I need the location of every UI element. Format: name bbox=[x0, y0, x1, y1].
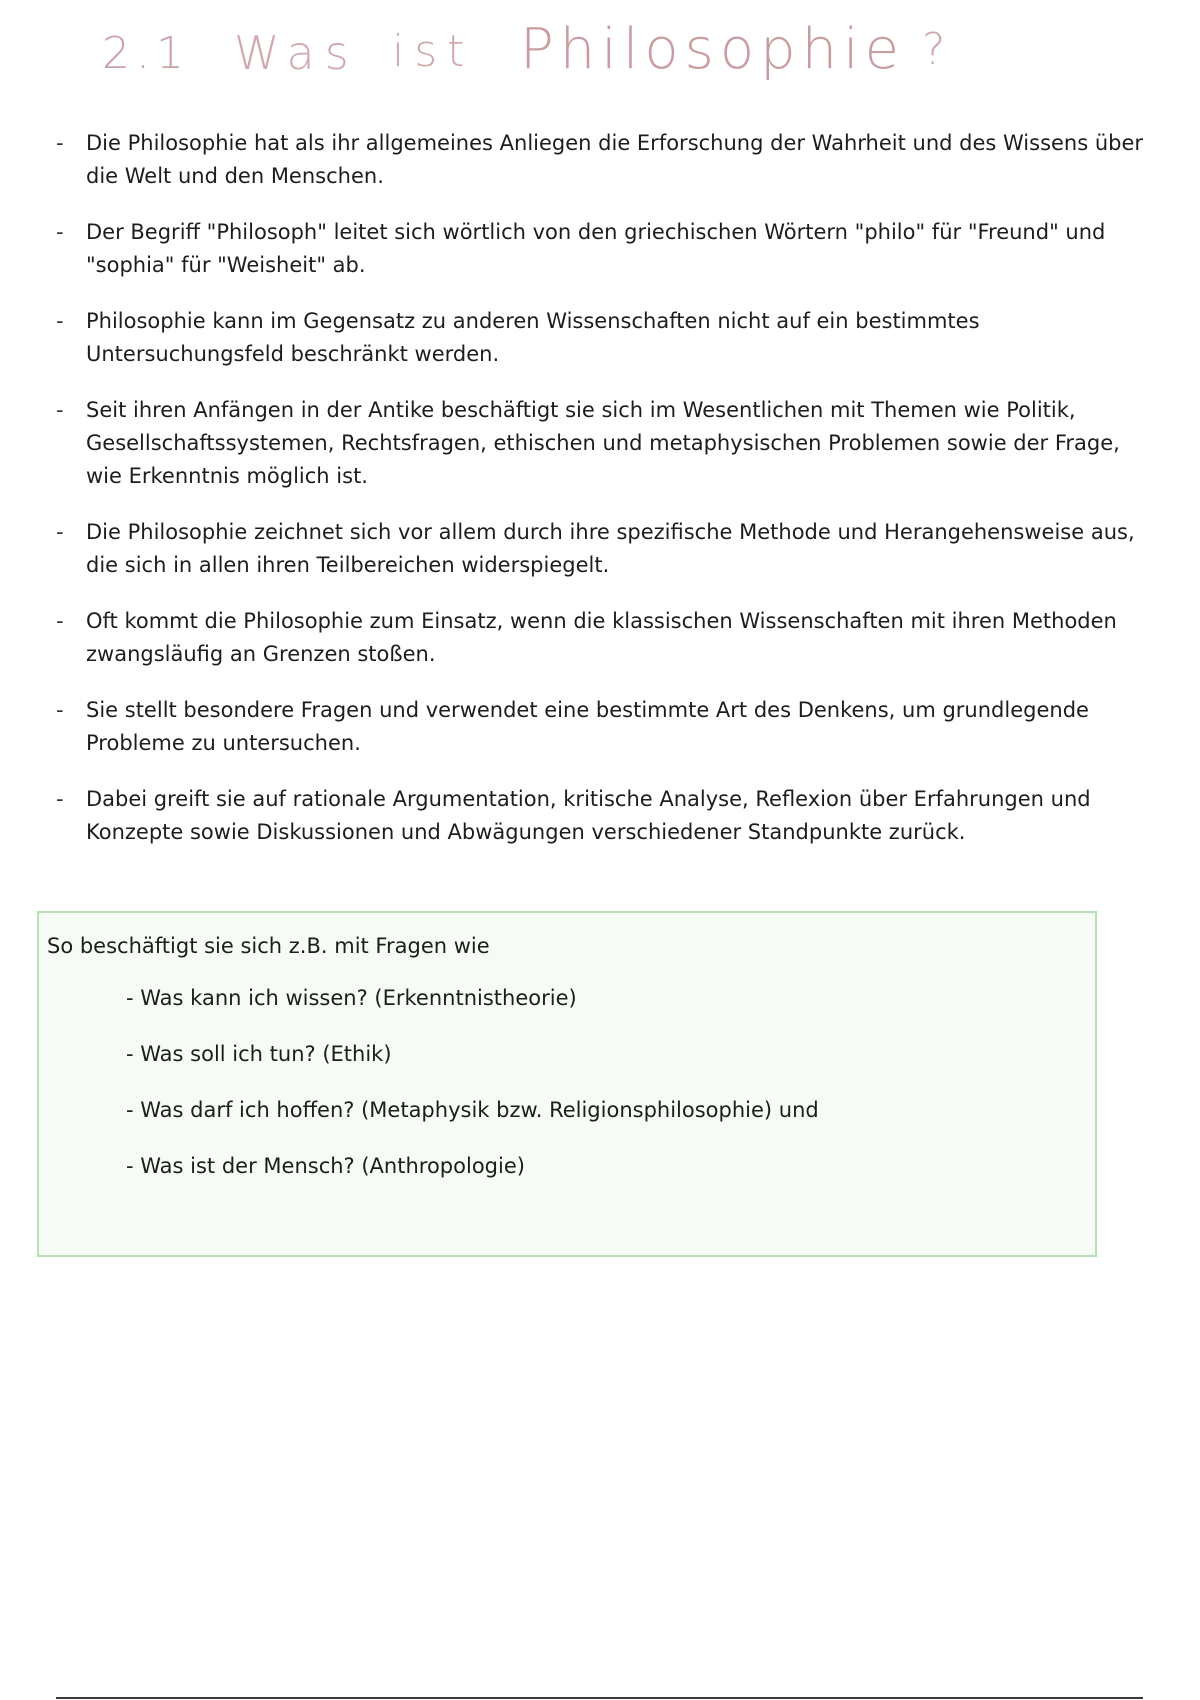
title-word-philosophie: Philosophie bbox=[520, 17, 906, 82]
bullet-text: Die Philosophie hat als ihr allgemeines Anliegen die Erforschung der Wahrheit und des Wissens über die Welt und den Menschen. bbox=[86, 131, 1144, 188]
question-item: - Was kann ich wissen? (Erkenntnistheorie) bbox=[126, 986, 577, 1010]
title-word-ist: ist bbox=[392, 26, 475, 77]
bullet-dash: - bbox=[56, 609, 64, 633]
list-item bbox=[56, 127, 1156, 193]
title-word-was: Was bbox=[234, 26, 359, 80]
bullet-dash: - bbox=[56, 309, 64, 333]
bullet-dash: - bbox=[56, 398, 64, 422]
question-item: - Was ist der Mensch? (Anthropologie) bbox=[126, 1154, 525, 1178]
bullet-dash: - bbox=[56, 131, 64, 155]
list-item bbox=[56, 216, 1156, 282]
bullet-text: Seit ihren Anfängen in der Antike beschäftigt sie sich im Wesentlichen mit Themen wie Politik, Gesellschaftssystemen, Rechtsfragen, ethischen und metaphysischen Problemen sowie der Frage, wie Erkenntnis möglich ist. bbox=[86, 398, 1120, 488]
list-item bbox=[56, 783, 1156, 849]
bullet-text: Sie stellt besondere Fragen und verwendet eine bestimmte Art des Denkens, um grundlegende Probleme zu untersuchen. bbox=[86, 698, 1089, 755]
question-item: - Was darf ich hoffen? (Metaphysik bzw. Religionsphilosophie) und bbox=[126, 1098, 819, 1122]
list-item bbox=[56, 394, 1156, 493]
question-item: - Was soll ich tun? (Ethik) bbox=[126, 1042, 392, 1066]
bullet-dash: - bbox=[56, 520, 64, 544]
bullet-dash: - bbox=[56, 787, 64, 811]
title-question-mark: ? bbox=[922, 24, 950, 75]
bullet-dash: - bbox=[56, 698, 64, 722]
list-item bbox=[56, 605, 1156, 671]
bullet-list bbox=[56, 127, 1156, 872]
bullet-text: Dabei greift sie auf rationale Argumentation, kritische Analyse, Reflexion über Erfahrungen und Konzepte sowie Diskussionen und Abwägungen verschiedener Standpunkte zurück. bbox=[86, 787, 1091, 844]
questions-intro: So beschäftigt sie sich z.B. mit Fragen wie bbox=[47, 934, 490, 958]
bullet-text: Die Philosophie zeichnet sich vor allem durch ihre spezifische Methode und Herangehensweise aus, die sich in allen ihren Teilbereichen widerspiegelt. bbox=[86, 520, 1135, 577]
bullet-dash: - bbox=[56, 220, 64, 244]
title-number: 2.1 bbox=[102, 28, 190, 79]
questions-list bbox=[126, 983, 819, 1207]
list-item bbox=[56, 305, 1156, 371]
questions-box bbox=[37, 911, 1097, 1257]
page-title bbox=[102, 17, 1002, 102]
list-item bbox=[56, 694, 1156, 760]
list-item bbox=[56, 516, 1156, 582]
bullet-text: Philosophie kann im Gegensatz zu anderen Wissenschaften nicht auf ein bestimmtes Untersuchungsfeld beschränkt werden. bbox=[86, 309, 980, 366]
bullet-text: Oft kommt die Philosophie zum Einsatz, wenn die klassischen Wissenschaften mit ihren Methoden zwangsläufig an Grenzen stoßen. bbox=[86, 609, 1117, 666]
bottom-divider bbox=[56, 1697, 1143, 1699]
bullet-text: Der Begriff "Philosoph" leitet sich wörtlich von den griechischen Wörtern "philo" für "Freund" und "sophia" für "Weisheit" ab. bbox=[86, 220, 1106, 277]
